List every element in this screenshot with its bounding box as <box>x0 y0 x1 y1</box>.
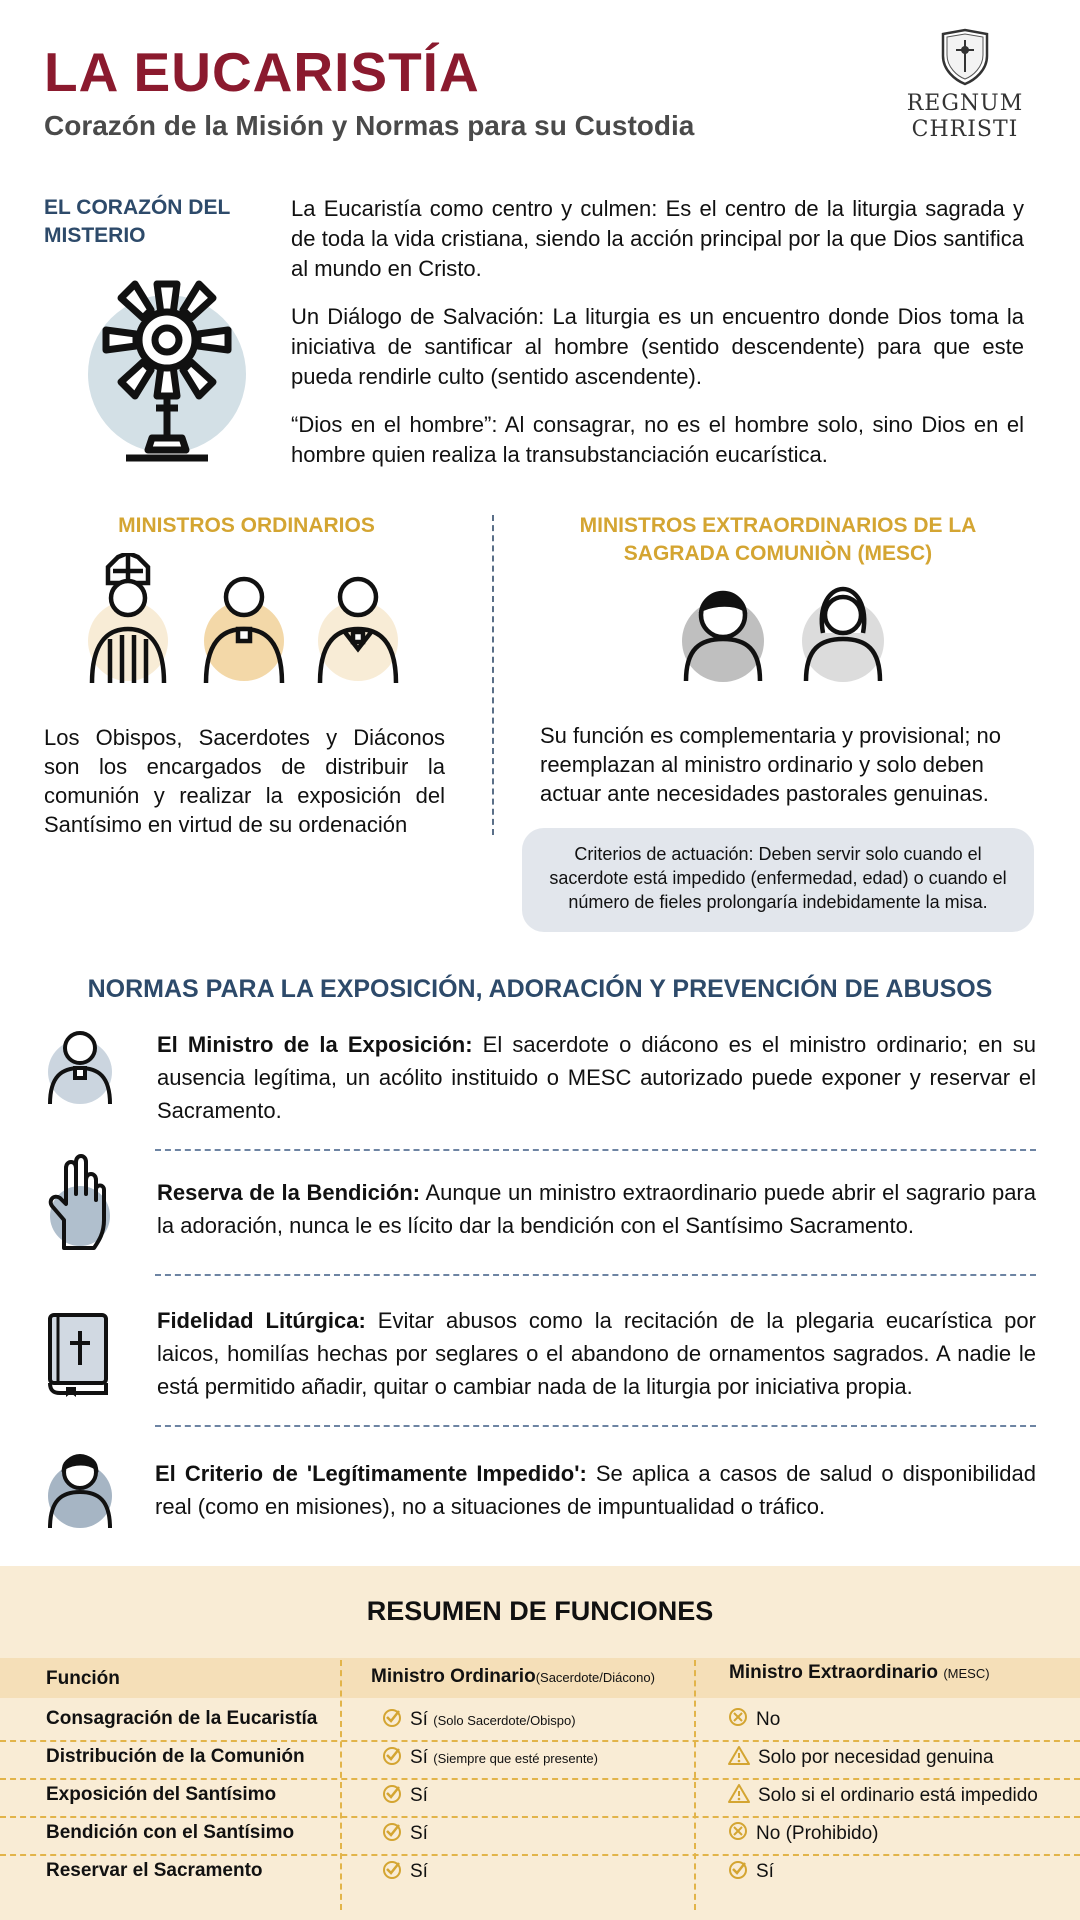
header-extraordinary-note: (MESC) <box>943 1666 990 1681</box>
table-row-extraordinary: Solo por necesidad genuina <box>728 1745 994 1771</box>
table-row-divider <box>0 1816 1080 1818</box>
norm-divider-2 <box>155 1274 1036 1276</box>
deacon-icon <box>318 579 398 683</box>
extraordinary-ministers-icons <box>680 585 900 685</box>
extraordinary-ministers-title <box>522 512 1034 568</box>
priest-icon <box>204 579 284 683</box>
norm-item-3 <box>157 1304 1036 1403</box>
table-row-ordinary: Sí <box>382 1783 428 1809</box>
laywoman-icon <box>802 589 884 682</box>
table-row-function: Exposición del Santísimo <box>46 1784 277 1805</box>
norm-divider-1 <box>155 1149 1036 1151</box>
table-row-divider <box>0 1778 1080 1780</box>
logo-text-line1: REGNUM <box>906 91 1024 116</box>
table-row-ordinary: Sí <box>382 1821 428 1847</box>
table-row-function: Consagración de la Eucaristía <box>46 1708 318 1729</box>
minister-exposition-icon <box>44 1024 116 1106</box>
norms-title: NORMAS PARA LA EXPOSICIÓN, ADORACIÓN Y PREVENCIÓN DE ABUSOS <box>87 975 993 1003</box>
check-circle-icon <box>382 1859 402 1885</box>
criteria-box: Criterios de actuación: Deben servir solo cuando el sacerdote está impedido (enfermedad, edad) o cuando el número de fieles prolongaría indebidamente la misa. <box>522 828 1034 932</box>
table-row-ordinary-note: (Solo Sacerdote/Obispo) <box>433 1713 576 1729</box>
table-row-extraordinary: No <box>728 1707 780 1733</box>
extraordinary-title-line1: MINISTROS EXTRAORDINARIOS DE LA <box>579 514 977 537</box>
norm-item-1-text: El sacerdote o diácono es el ministro ordinario; en su ausencia legítima, un acólito instituido o MESC autorizado puede exponer y reservar el Sacramento. <box>157 1032 1036 1123</box>
norm-item-4 <box>155 1457 1036 1523</box>
check-circle-icon <box>382 1707 402 1733</box>
x-circle-icon <box>728 1821 748 1847</box>
header-ordinary: Ministro Ordinario(Sacerdote/Diácono) <box>371 1666 655 1687</box>
norm-item-4-text: Se aplica a casos de salud o disponibilidad real (como en misiones), no a situaciones de impuntualidad o tráfico. <box>155 1461 1037 1519</box>
ordinary-ministers-icons <box>86 553 406 685</box>
liturgy-book-icon <box>44 1311 112 1397</box>
layman-icon <box>682 593 764 682</box>
impeded-person-icon <box>44 1448 116 1530</box>
bishop-icon <box>88 553 168 683</box>
table-row-function: Reservar el Sacramento <box>46 1860 263 1881</box>
header-extraordinary: Ministro Extraordinario (MESC) <box>729 1662 990 1683</box>
norm-item-3-text: Evitar abusos como la recitación de la plegaria eucarística por laicos, homilías hechas por seglares o el abandono de ornamentos sagrados. A nadie le está permitido añadir, quitar o cambiar nada de la liturgia por iniciativa propia. <box>157 1308 1036 1399</box>
ministers-divider <box>492 515 494 835</box>
table-row-extraordinary: No (Prohibido) <box>728 1821 879 1847</box>
table-row-ordinary: Sí (Siempre que esté presente) <box>382 1745 598 1771</box>
norm-item-3-heading: Fidelidad Litúrgica: <box>157 1308 366 1333</box>
check-circle-icon <box>728 1859 748 1885</box>
warning-icon <box>728 1745 750 1771</box>
header-function: Función <box>46 1668 120 1689</box>
page-title: LA EUCARISTÍA <box>44 41 480 103</box>
header-ordinary-note: (Sacerdote/Diácono) <box>535 1670 655 1685</box>
check-circle-icon <box>382 1821 402 1847</box>
heart-paragraph-2: Un Diálogo de Salvación: La liturgia es un encuentro donde Dios toma la iniciativa de santificar al hombre (sentido descendente) para que este pueda rendirle culto (sentido ascendente). <box>291 304 1024 389</box>
table-row-divider <box>0 1740 1080 1742</box>
summary-title: RESUMEN DE FUNCIONES <box>366 1596 714 1626</box>
shield-logo-icon <box>935 28 995 86</box>
warning-icon <box>728 1783 750 1809</box>
monstrance-icon <box>86 278 258 468</box>
table-row-ordinary: Sí (Solo Sacerdote/Obispo) <box>382 1707 576 1733</box>
heart-paragraph-1: La Eucaristía como centro y culmen: Es el centro de la liturgia sagrada y de toda la vida cristiana, siendo la acción principal por la que Dios santifica al mundo en Cristo. <box>291 196 1024 281</box>
table-row-function: Distribución de la Comunión <box>46 1746 305 1767</box>
table-row-extraordinary: Solo si el ordinario está impedido <box>728 1783 1038 1809</box>
check-circle-icon <box>382 1783 402 1809</box>
heart-section-label: EL CORAZÓN DEL MISTERIO <box>44 196 230 247</box>
norm-item-4-heading: El Criterio de 'Legítimamente Impedido': <box>155 1461 587 1486</box>
norm-item-1 <box>157 1028 1036 1127</box>
check-circle-icon <box>382 1745 402 1771</box>
norm-item-2-heading: Reserva de la Bendición: <box>157 1180 421 1205</box>
table-col-divider-2 <box>694 1660 696 1910</box>
extraordinary-ministers-text: Su función es complementaria y provisional; no reemplazan al ministro ordinario y solo deben actuar ante necesidades pastorales genuinas. <box>540 723 1002 806</box>
ordinary-ministers-text: Los Obispos, Sacerdotes y Diáconos son los encargados de distribuir la comunión y realizar la exposición del Santísimo en virtud de su ordenación <box>44 725 445 837</box>
blessing-hand-icon <box>44 1154 116 1250</box>
norm-item-2-text: Aunque un ministro extraordinario puede abrir el sagrario para la adoración, nunca le es lícito dar la bendición con el Santísimo Sacramento. <box>157 1180 1036 1238</box>
table-row-ordinary-note: (Siempre que esté presente) <box>433 1751 598 1767</box>
table-row-extraordinary: Sí <box>728 1859 774 1885</box>
page-subtitle: Corazón de la Misión y Normas para su Custodia <box>44 110 695 141</box>
norm-divider-3 <box>155 1425 1036 1427</box>
table-row-function: Bendición con el Santísimo <box>46 1822 295 1843</box>
table-row-divider <box>0 1854 1080 1856</box>
table-col-divider-1 <box>340 1660 342 1910</box>
ordinary-ministers-title: MINISTROS ORDINARIOS <box>118 514 375 537</box>
norm-item-2 <box>157 1176 1036 1242</box>
heart-paragraph-3: “Dios en el hombre”: Al consagrar, no es el hombre solo, sino Dios en el hombre quien realiza la transubstanciación eucarística. <box>291 412 1024 467</box>
norm-item-1-heading: El Ministro de la Exposición: <box>157 1032 473 1057</box>
extraordinary-title-line2: SAGRADA COMUNIÒN (MESC) <box>623 542 933 565</box>
logo-text-line2: CHRISTI <box>911 117 1019 142</box>
x-circle-icon <box>728 1707 748 1733</box>
table-row-ordinary: Sí <box>382 1859 428 1885</box>
regnum-christi-logo <box>905 28 1025 143</box>
